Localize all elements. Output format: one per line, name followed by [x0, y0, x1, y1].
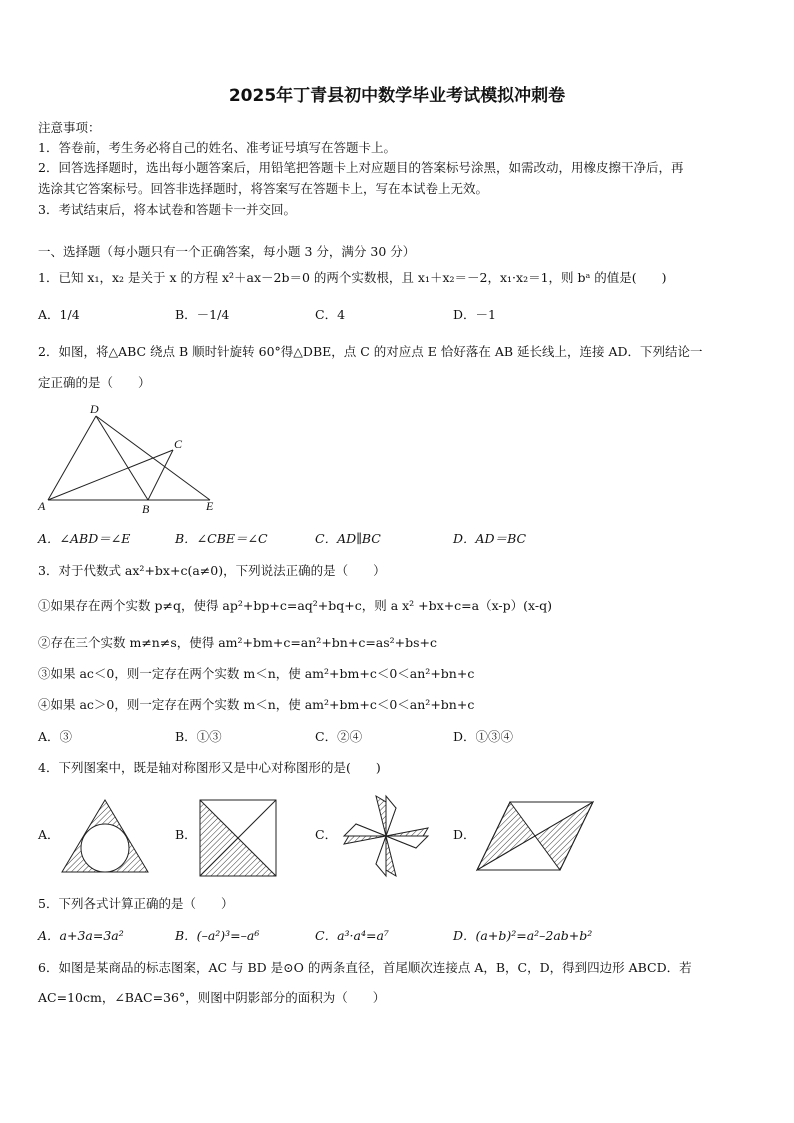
- question-3-stem: 3．对于代数式 ax²+bx+c(a≠0)，下列说法正确的是（ ）: [38, 563, 386, 578]
- q4-option-d[interactable]: D．: [453, 827, 476, 842]
- notice-line-4: 3．考试结束后，将本试卷和答题卡一并交回。: [38, 202, 296, 217]
- q4-option-a[interactable]: A．: [38, 827, 60, 842]
- question-2-stem-line-2: 定正确的是（ ）: [38, 375, 151, 390]
- q5-option-a[interactable]: A．a+3a=3a²: [38, 928, 124, 943]
- page-title: 2025年丁青县初中数学毕业考试模拟冲刺卷: [228, 86, 566, 106]
- label-a: A: [38, 499, 46, 513]
- square-hatched-figure: [198, 798, 278, 878]
- notice-line-3: 选涂其它答案标号。回答非选择题时，将答案写在答题卡上，写在本试卷上无效。: [38, 181, 489, 196]
- q2-option-d[interactable]: D．AD＝BC: [453, 531, 527, 546]
- parallelogram-figure: [475, 800, 595, 872]
- triangle-rotation-figure: [38, 402, 228, 514]
- question-5-stem: 5．下列各式计算正确的是（ ）: [38, 896, 234, 911]
- q5-option-c[interactable]: C．a³·a⁴=a⁷: [315, 928, 389, 943]
- q5-option-b[interactable]: B．(–a²)³=–a⁶: [175, 928, 260, 943]
- q1-option-b[interactable]: B．－1/4: [175, 307, 230, 322]
- q5-option-d[interactable]: D．(a+b)²=a²–2ab+b²: [453, 928, 593, 943]
- section-heading: 一、选择题（每小题只有一个正确答案，每小题 3 分，满分 30 分）: [38, 244, 416, 259]
- q1-option-c[interactable]: C．4: [315, 307, 346, 322]
- question-6-stem-line-2: AC=10cm，∠BAC=36°，则图中阴影部分的面积为（ ）: [38, 990, 386, 1005]
- q4-option-b[interactable]: B．: [175, 827, 197, 842]
- pinwheel-figure: [338, 790, 434, 882]
- q4-option-c[interactable]: C．: [315, 827, 338, 842]
- q3-statement-1: ①如果存在两个实数 p≠q，使得 ap²+bp+c=aq²+bq+c，则 a x² +bx+c=a（x-p）(x-q): [38, 598, 552, 613]
- label-d: D: [90, 402, 99, 416]
- q3-option-a[interactable]: A．③: [38, 729, 73, 744]
- label-c: C: [174, 437, 183, 451]
- notice-line-2: 2．回答选择题时，选出每小题答案后，用铅笔把答题卡上对应题目的答案标号涂黑，如需改动，用橡皮擦干净后，再: [38, 160, 684, 175]
- q3-option-b[interactable]: B．①③: [175, 729, 222, 744]
- q3-statement-4: ④如果 ac＞0，则一定存在两个实数 m＜n，使 am²+bm+c＜0＜an²+bn+c: [38, 697, 475, 712]
- question-2-stem-line-1: 2．如图，将△ABC 绕点 B 顺时针旋转 60°得△DBE，点 C 的对应点 E 恰好落在 AB 延长线上，连接 AD．下列结论一: [38, 344, 703, 359]
- q3-option-c[interactable]: C．②④: [315, 729, 363, 744]
- question-1-stem: 1．已知 x₁，x₂ 是关于 x 的方程 x²＋ax－2b＝0 的两个实数根，且 x₁＋x₂＝－2，x₁·x₂＝1，则 bᵃ 的值是( ): [38, 270, 667, 285]
- q1-option-a[interactable]: A．1/4: [38, 307, 80, 322]
- q1-option-d[interactable]: D．－1: [453, 307, 496, 322]
- q3-statement-3: ③如果 ac＜0，则一定存在两个实数 m＜n，使 am²+bm+c＜0＜an²+bn+c: [38, 666, 475, 681]
- question-6-stem-line-1: 6．如图是某商品的标志图案，AC 与 BD 是⊙O 的两条直径，首尾顺次连接点 A，B，C，D，得到四边形 ABCD．若: [38, 960, 692, 975]
- question-4-stem: 4．下列图案中，既是轴对称图形又是中心对称图形的是( ): [38, 760, 381, 775]
- q2-option-a[interactable]: A．∠ABD＝∠E: [38, 531, 131, 546]
- q2-option-c[interactable]: C．AD∥BC: [315, 531, 381, 546]
- notice-heading: 注意事项：: [38, 120, 101, 135]
- label-e: E: [206, 499, 214, 513]
- q2-option-b[interactable]: B．∠CBE＝∠C: [175, 531, 268, 546]
- notice-line-1: 1．答卷前，考生务必将自己的姓名、准考证号填写在答题卡上。: [38, 140, 396, 155]
- q3-option-d[interactable]: D．①③④: [453, 729, 514, 744]
- triangle-circle-figure: [60, 798, 150, 876]
- label-b: B: [142, 502, 150, 516]
- q3-statement-2: ②存在三个实数 m≠n≠s，使得 am²+bm+c=an²+bn+c=as²+bs+c: [38, 635, 438, 650]
